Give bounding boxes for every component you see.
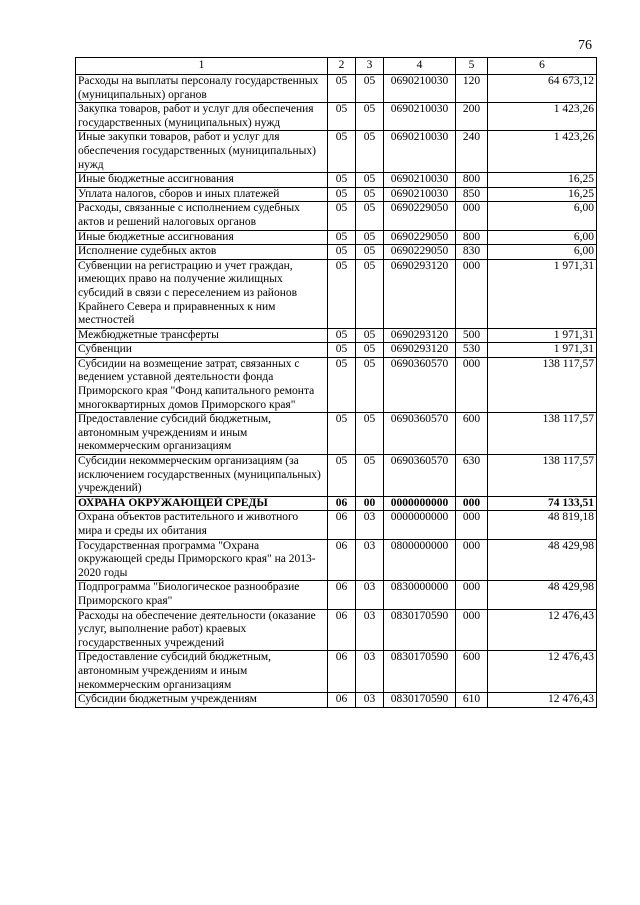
row-name-cell: Государственная программа "Охрана окружающей среды Приморского края" на 2013-2020 годы [76,539,328,581]
section-cell: 06 [328,511,356,539]
row-name-cell: Охрана объектов растительного и животного мира и среды их обитания [76,511,328,539]
target-code-cell: 0690293120 [384,343,456,358]
section-cell: 06 [328,609,356,651]
section-cell: 05 [328,413,356,455]
target-code-cell: 0690293120 [384,328,456,343]
subsection-cell: 03 [356,693,384,708]
table-row [76,259,597,328]
table-row [76,539,597,581]
subsection-cell: 05 [356,328,384,343]
section-cell: 06 [328,539,356,581]
row-name-cell: Расходы на выплаты персоналу государственных (муниципальных) органов [76,75,328,103]
table-row [76,357,597,412]
row-name-cell: Подпрограмма "Биологическое разнообразие Приморского края" [76,581,328,609]
row-name-cell: Закупка товаров, работ и услуг для обеспечения государственных (муниципальных) нужд [76,103,328,131]
section-cell: 05 [328,259,356,328]
table-row [76,131,597,173]
section-cell: 05 [328,245,356,260]
table-header-row [76,58,597,75]
expense-type-cell: 630 [456,455,488,497]
row-name-cell: Субсидии на возмещение затрат, связанных с ведением уставной деятельности фонда Приморского края "Фонд капитального ремонта многоквартирных домов Приморского края" [76,357,328,412]
section-cell: 06 [328,581,356,609]
section-cell: 05 [328,202,356,230]
target-code-cell: 0690229050 [384,202,456,230]
section-cell: 05 [328,131,356,173]
subsection-cell: 05 [356,343,384,358]
column-header: 6 [488,58,597,75]
expense-type-cell: 610 [456,693,488,708]
row-name-cell: Уплата налогов, сборов и иных платежей [76,187,328,202]
row-name-cell: Иные бюджетные ассигнования [76,230,328,245]
subsection-cell: 03 [356,651,384,693]
section-cell: 05 [328,328,356,343]
section-cell: 06 [328,651,356,693]
expense-type-cell: 200 [456,103,488,131]
subsection-cell: 00 [356,496,384,511]
table-row [76,187,597,202]
table-row [76,609,597,651]
table-row [76,173,597,188]
amount-cell: 48 819,18 [488,511,597,539]
section-cell: 06 [328,693,356,708]
row-name-cell: Иные закупки товаров, работ и услуг для обеспечения государственных (муниципальных) нужд [76,131,328,173]
row-name-cell: Субсидии некоммерческим организациям (за исключением государственных (муниципальных) учреждений) [76,455,328,497]
row-name-cell: Субвенции на регистрацию и учет граждан, имеющих право на получение жилищных субсидий в связи с переселением из районов Крайнего Севера и приравненных к ним местностей [76,259,328,328]
table-row [76,230,597,245]
subsection-cell: 05 [356,103,384,131]
column-header: 5 [456,58,488,75]
expense-type-cell: 000 [456,357,488,412]
amount-cell: 1 423,26 [488,131,597,173]
target-code-cell: 0800000000 [384,539,456,581]
section-cell: 06 [328,496,356,511]
section-cell: 05 [328,455,356,497]
expense-type-cell: 120 [456,75,488,103]
table-row [76,651,597,693]
table-row [76,496,597,511]
expense-type-cell: 000 [456,202,488,230]
subsection-cell: 03 [356,539,384,581]
subsection-cell: 03 [356,581,384,609]
row-name-cell: Предоставление субсидий бюджетным, автономным учреждениям и иным некоммерческим организациям [76,651,328,693]
target-code-cell: 0690210030 [384,103,456,131]
target-code-cell: 0690229050 [384,230,456,245]
amount-cell: 6,00 [488,245,597,260]
target-code-cell: 0690293120 [384,259,456,328]
expense-type-cell: 500 [456,328,488,343]
table-row [76,75,597,103]
target-code-cell: 0690210030 [384,75,456,103]
row-name-cell: Исполнение судебных актов [76,245,328,260]
subsection-cell: 05 [356,131,384,173]
page-number: 76 [578,38,592,53]
amount-cell: 12 476,43 [488,609,597,651]
section-cell: 05 [328,343,356,358]
target-code-cell: 0830170590 [384,693,456,708]
amount-cell: 64 673,12 [488,75,597,103]
expense-type-cell: 000 [456,609,488,651]
subsection-cell: 05 [356,75,384,103]
table-row [76,103,597,131]
expense-type-cell: 000 [456,581,488,609]
subsection-cell: 05 [356,357,384,412]
column-header: 4 [384,58,456,75]
target-code-cell: 0690229050 [384,245,456,260]
section-cell: 05 [328,230,356,245]
section-cell: 05 [328,173,356,188]
amount-cell: 1 971,31 [488,328,597,343]
expense-type-cell: 000 [456,539,488,581]
row-name-cell: Субвенции [76,343,328,358]
amount-cell: 6,00 [488,202,597,230]
amount-cell: 138 117,57 [488,455,597,497]
column-header: 3 [356,58,384,75]
expense-type-cell: 600 [456,413,488,455]
row-name-cell: Расходы на обеспечение деятельности (оказание услуг, выполнение работ) краевых государственных учреждений [76,609,328,651]
table-row [76,245,597,260]
subsection-cell: 05 [356,230,384,245]
table-row [76,202,597,230]
target-code-cell: 0830000000 [384,581,456,609]
row-name-cell: Субсидии бюджетным учреждениям [76,693,328,708]
table-row [76,343,597,358]
amount-cell: 48 429,98 [488,539,597,581]
subsection-cell: 05 [356,413,384,455]
subsection-cell: 05 [356,202,384,230]
amount-cell: 1 971,31 [488,343,597,358]
subsection-cell: 05 [356,173,384,188]
row-name-cell: Расходы, связанные с исполнением судебных актов и решений налоговых органов [76,202,328,230]
amount-cell: 48 429,98 [488,581,597,609]
row-name-cell: ОХРАНА ОКРУЖАЮЩЕЙ СРЕДЫ [76,496,328,511]
section-cell: 05 [328,103,356,131]
table-body [76,75,597,708]
row-name-cell: Предоставление субсидий бюджетным, автономным учреждениям и иным некоммерческим организациям [76,413,328,455]
table-row [76,581,597,609]
subsection-cell: 05 [356,455,384,497]
target-code-cell: 0690210030 [384,187,456,202]
amount-cell: 138 117,57 [488,357,597,412]
column-header: 2 [328,58,356,75]
expense-type-cell: 000 [456,496,488,511]
table-row [76,413,597,455]
target-code-cell: 0830170590 [384,651,456,693]
subsection-cell: 05 [356,187,384,202]
expense-type-cell: 240 [456,131,488,173]
target-code-cell: 0690210030 [384,173,456,188]
row-name-cell: Межбюджетные трансферты [76,328,328,343]
subsection-cell: 03 [356,609,384,651]
target-code-cell: 0690210030 [384,131,456,173]
amount-cell: 6,00 [488,230,597,245]
expense-type-cell: 830 [456,245,488,260]
expense-type-cell: 600 [456,651,488,693]
amount-cell: 12 476,43 [488,651,597,693]
amount-cell: 74 133,51 [488,496,597,511]
target-code-cell: 0000000000 [384,496,456,511]
row-name-cell: Иные бюджетные ассигнования [76,173,328,188]
section-cell: 05 [328,357,356,412]
target-code-cell: 0000000000 [384,511,456,539]
table-row [76,511,597,539]
section-cell: 05 [328,187,356,202]
budget-table [75,57,597,708]
table-row [76,328,597,343]
amount-cell: 138 117,57 [488,413,597,455]
expense-type-cell: 000 [456,511,488,539]
target-code-cell: 0690360570 [384,455,456,497]
target-code-cell: 0690360570 [384,357,456,412]
subsection-cell: 03 [356,511,384,539]
expense-type-cell: 800 [456,173,488,188]
table-row [76,693,597,708]
amount-cell: 16,25 [488,173,597,188]
amount-cell: 1 971,31 [488,259,597,328]
subsection-cell: 05 [356,259,384,328]
amount-cell: 1 423,26 [488,103,597,131]
expense-type-cell: 800 [456,230,488,245]
amount-cell: 12 476,43 [488,693,597,708]
target-code-cell: 0690360570 [384,413,456,455]
target-code-cell: 0830170590 [384,609,456,651]
expense-type-cell: 000 [456,259,488,328]
amount-cell: 16,25 [488,187,597,202]
expense-type-cell: 850 [456,187,488,202]
table-row [76,455,597,497]
expense-type-cell: 530 [456,343,488,358]
section-cell: 05 [328,75,356,103]
column-header: 1 [76,58,328,75]
subsection-cell: 05 [356,245,384,260]
